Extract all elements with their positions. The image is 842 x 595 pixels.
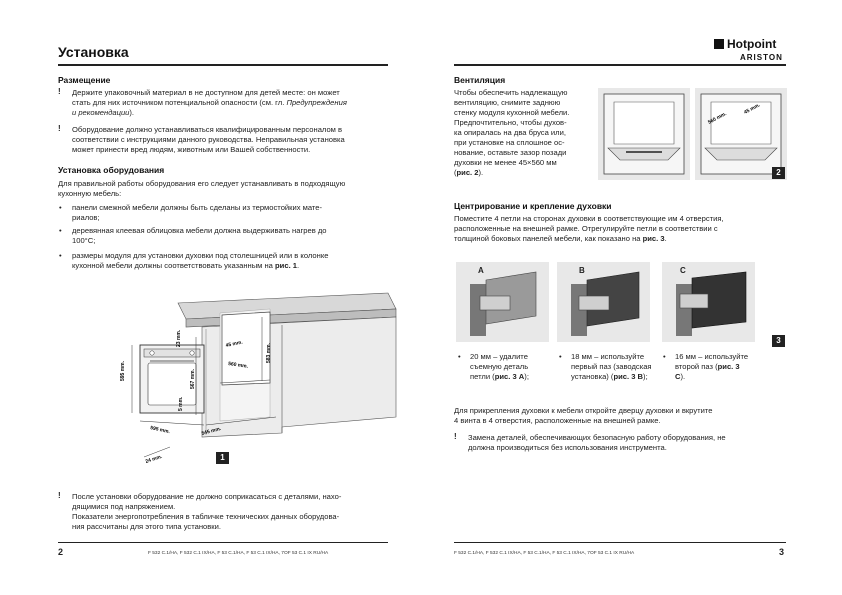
text-line: размеры модуля для установки духовки под столешницей или в колонке xyxy=(72,251,329,260)
text-line: ). xyxy=(129,108,135,117)
page-number-left: 2 xyxy=(58,547,64,557)
safety-warning xyxy=(468,433,786,453)
text-line: 4 винта в 4 отверстия, расположенные на внешней рамке. xyxy=(454,416,661,425)
text-line: толщиной боковых панелей мебели, как показано на xyxy=(454,234,641,243)
figure-3-badge: 3 xyxy=(772,335,785,347)
figure-2a xyxy=(598,88,690,180)
bullet: • xyxy=(59,203,62,212)
text-line: 18 мм – используйте xyxy=(571,352,645,361)
text-line: духовки не менее 45×560 мм xyxy=(454,158,557,167)
oven-door-glass xyxy=(148,363,196,405)
figure-3a xyxy=(456,262,549,342)
text-line: панели смежной мебели должны быть сделаны из термостойких мате- xyxy=(72,203,323,212)
warning-mark: ! xyxy=(58,124,61,133)
cabinet-floor xyxy=(608,148,680,160)
dim-560-fig2: 560 mm. xyxy=(707,111,728,126)
caption-3a xyxy=(470,352,552,382)
figure-3b xyxy=(557,262,650,342)
hinge-c xyxy=(680,294,708,308)
italic-ref: и рекомендации xyxy=(72,108,130,117)
caption-3c xyxy=(675,352,765,382)
footer-rule-right xyxy=(454,542,786,543)
figure-ref: рис. 2 xyxy=(456,168,479,177)
figure-1-badge: 1 xyxy=(216,452,229,464)
install-bullet-1 xyxy=(72,203,390,223)
text-line: 100°С; xyxy=(72,236,96,245)
dim-24: 24 mm. xyxy=(144,453,164,465)
figure-3c xyxy=(662,262,755,342)
figure-ref: рис. 3 xyxy=(642,234,665,243)
dim-5: 5 mm. xyxy=(178,396,184,411)
cabinet-floor xyxy=(705,148,777,160)
side-panel xyxy=(676,284,692,336)
center-heading: Центрирование и крепление духовки xyxy=(454,201,612,211)
text-line: ); xyxy=(524,372,529,381)
hinge-a xyxy=(480,296,510,310)
figure-ref: рис. 3 A xyxy=(494,372,525,381)
text-line: дящимися под напряжением. xyxy=(72,502,176,511)
dim-line-595h xyxy=(140,421,204,425)
vent-heading: Вентиляция xyxy=(454,75,506,85)
text-line: второй паз ( xyxy=(675,362,718,371)
text-line: После установки оборудование не должно соприкасаться с деталями, нахо- xyxy=(72,492,342,501)
dim-595h: 595 mm. xyxy=(149,425,171,436)
center-paragraph xyxy=(454,214,786,244)
text-line: петли ( xyxy=(470,372,495,381)
text-line: может принести вред людям, животным или Вашей собственности. xyxy=(72,145,311,154)
dim-23: 23 mm. xyxy=(176,329,182,347)
warning-mark: ! xyxy=(58,87,61,96)
dim-545: 545 mm. xyxy=(200,425,222,437)
text-line: деревянная клеевая облицовка мебели должна выдерживать нагрев до xyxy=(72,226,327,235)
placement-heading: Размещение xyxy=(58,75,111,85)
text-line: соответствии с инструкциями данного руководства. Неправильная установка xyxy=(72,135,345,144)
text-line: ния рассчитаны для этого типа установки. xyxy=(72,522,221,531)
install-heading: Установка оборудования xyxy=(58,165,165,175)
page-title: Установка xyxy=(58,44,129,60)
text-line: . xyxy=(297,261,300,270)
text-line: при установке на сплошное ос- xyxy=(454,138,565,147)
placement-warning-2 xyxy=(72,125,390,155)
text-line: Держите упаковочный материал в не доступном для детей месте: он может xyxy=(72,88,340,97)
footer-rule-left xyxy=(58,542,388,543)
dim-560: 560 mm. xyxy=(227,361,249,370)
text-line: 20 мм – удалите xyxy=(470,352,528,361)
text-line: расположенные на внешней рамке. Отрегулируйте петли в соответствии с xyxy=(454,224,718,233)
text-line: Для прикрепления духовки к мебели откройте дверцу духовки и вкрутите xyxy=(454,406,713,415)
figure-ref: C xyxy=(675,372,681,381)
text-line: Замена деталей, обеспечивающих безопасную работу оборудования, не xyxy=(468,433,726,442)
title-rule xyxy=(58,64,388,66)
figure-ref: рис. 3 xyxy=(717,362,740,371)
fixing-paragraph xyxy=(454,406,786,426)
text-line: Чтобы обеспечить надлежащую xyxy=(454,88,568,97)
warning-mark: ! xyxy=(454,432,457,441)
hinge-b-drawing xyxy=(557,262,650,342)
text-line: 16 мм – используйте xyxy=(675,352,749,361)
page-number-right: 3 xyxy=(779,547,785,557)
text-line: Показатели энергопотребления в табличке технических данных оборудова- xyxy=(72,512,340,521)
text-line: Для правильной работы оборудования его следует устанавливать в подходящую xyxy=(58,179,346,188)
install-intro xyxy=(58,179,388,199)
placement-warning-1 xyxy=(72,88,390,118)
oven-recess xyxy=(222,312,270,385)
hinge-c-drawing xyxy=(662,262,755,342)
text-line: съемную деталь xyxy=(470,362,529,371)
bullet: • xyxy=(663,352,666,361)
footer-models-right: F 532 C.1/HA, F 532 C.1 IX/HA, F 53 C.1/HA, F 53 C.1 IX/HA, 7OF 53 C.1 IX RU/HA xyxy=(454,551,635,556)
install-bullet-3 xyxy=(72,251,390,271)
figure-3b-label: B xyxy=(579,266,585,275)
text-line: вентиляцию, снимите заднюю xyxy=(454,98,561,107)
bottom-warning xyxy=(72,492,390,532)
figure-1-diagram xyxy=(110,285,400,465)
text-line: ). xyxy=(478,168,484,177)
text-line: должна производиться без использования инструмента. xyxy=(468,443,667,452)
brand-logo-top: Hotpoint xyxy=(727,37,777,51)
oven-knob-right xyxy=(190,351,194,355)
text-line: Предпочтительно, чтобы духов- xyxy=(454,118,567,127)
install-bullet-2 xyxy=(72,226,390,246)
footer-models-left: F 532 C.1/HA, F 532 C.1 IX/HA, F 53 C.1/HA, F 53 C.1 IX/HA, 7OF 53 C.1 IX RU/HA xyxy=(148,551,329,556)
text-line: ка опиралась на два бруса или, xyxy=(454,128,566,137)
figure-ref: рис. 1 xyxy=(275,261,298,270)
dim-583: 583 mm. xyxy=(266,342,272,363)
text-line: кухонную мебель: xyxy=(58,189,122,198)
dim-45: 45 mm. xyxy=(225,339,244,349)
dim-567: 567 mm. xyxy=(190,368,196,389)
text-line: стать для них источником потенциальной опасности (см. гл. xyxy=(72,98,285,107)
dim-595v: 595 mm. xyxy=(120,360,126,381)
hinge-a-drawing xyxy=(456,262,549,342)
text-line: стенку модуля кухонной мебели. xyxy=(454,108,570,117)
italic-ref: Предупреждения xyxy=(286,98,347,107)
text-line: риалов; xyxy=(72,213,100,222)
text-line: ). xyxy=(680,372,686,381)
text-line: нование, оставьте зазор позади xyxy=(454,148,567,157)
hinge-b xyxy=(579,296,609,310)
bullet: • xyxy=(559,352,562,361)
figure-3a-label: A xyxy=(478,266,484,275)
dim-45-fig2: 45 mm. xyxy=(743,102,762,116)
bullet: • xyxy=(59,226,62,235)
hotpoint-logo-icon xyxy=(714,39,724,49)
figure-2-badge: 2 xyxy=(772,167,785,179)
text-line: установка) ( xyxy=(571,372,614,381)
warning-mark: ! xyxy=(58,491,61,500)
figure-ref: рис. 3 B xyxy=(613,372,644,381)
brand-logo-bottom: ARISTON xyxy=(740,53,783,62)
cabinet-back xyxy=(711,102,771,144)
text-line: Оборудование должно устанавливаться квалифицированным персоналом в xyxy=(72,125,343,134)
cabinet-back xyxy=(614,102,674,144)
figure-3c-label: C xyxy=(680,266,686,275)
figure-2a-drawing xyxy=(598,88,690,180)
text-line: ); xyxy=(643,372,648,381)
bullet: • xyxy=(458,352,461,361)
bullet: • xyxy=(59,251,62,260)
oven-knob-left xyxy=(150,351,154,355)
text-line: ( xyxy=(454,168,457,177)
text-line: . xyxy=(664,234,667,243)
text-line: первый паз (заводская xyxy=(571,362,652,371)
vent-paragraph xyxy=(454,88,594,178)
title-rule-right xyxy=(454,64,786,66)
caption-3b xyxy=(571,352,659,382)
text-line: кухонной мебели должны соответствовать указанным на xyxy=(72,261,273,270)
text-line: Поместите 4 петли на сторонах духовки в соответствующие им 4 отверстия, xyxy=(454,214,724,223)
